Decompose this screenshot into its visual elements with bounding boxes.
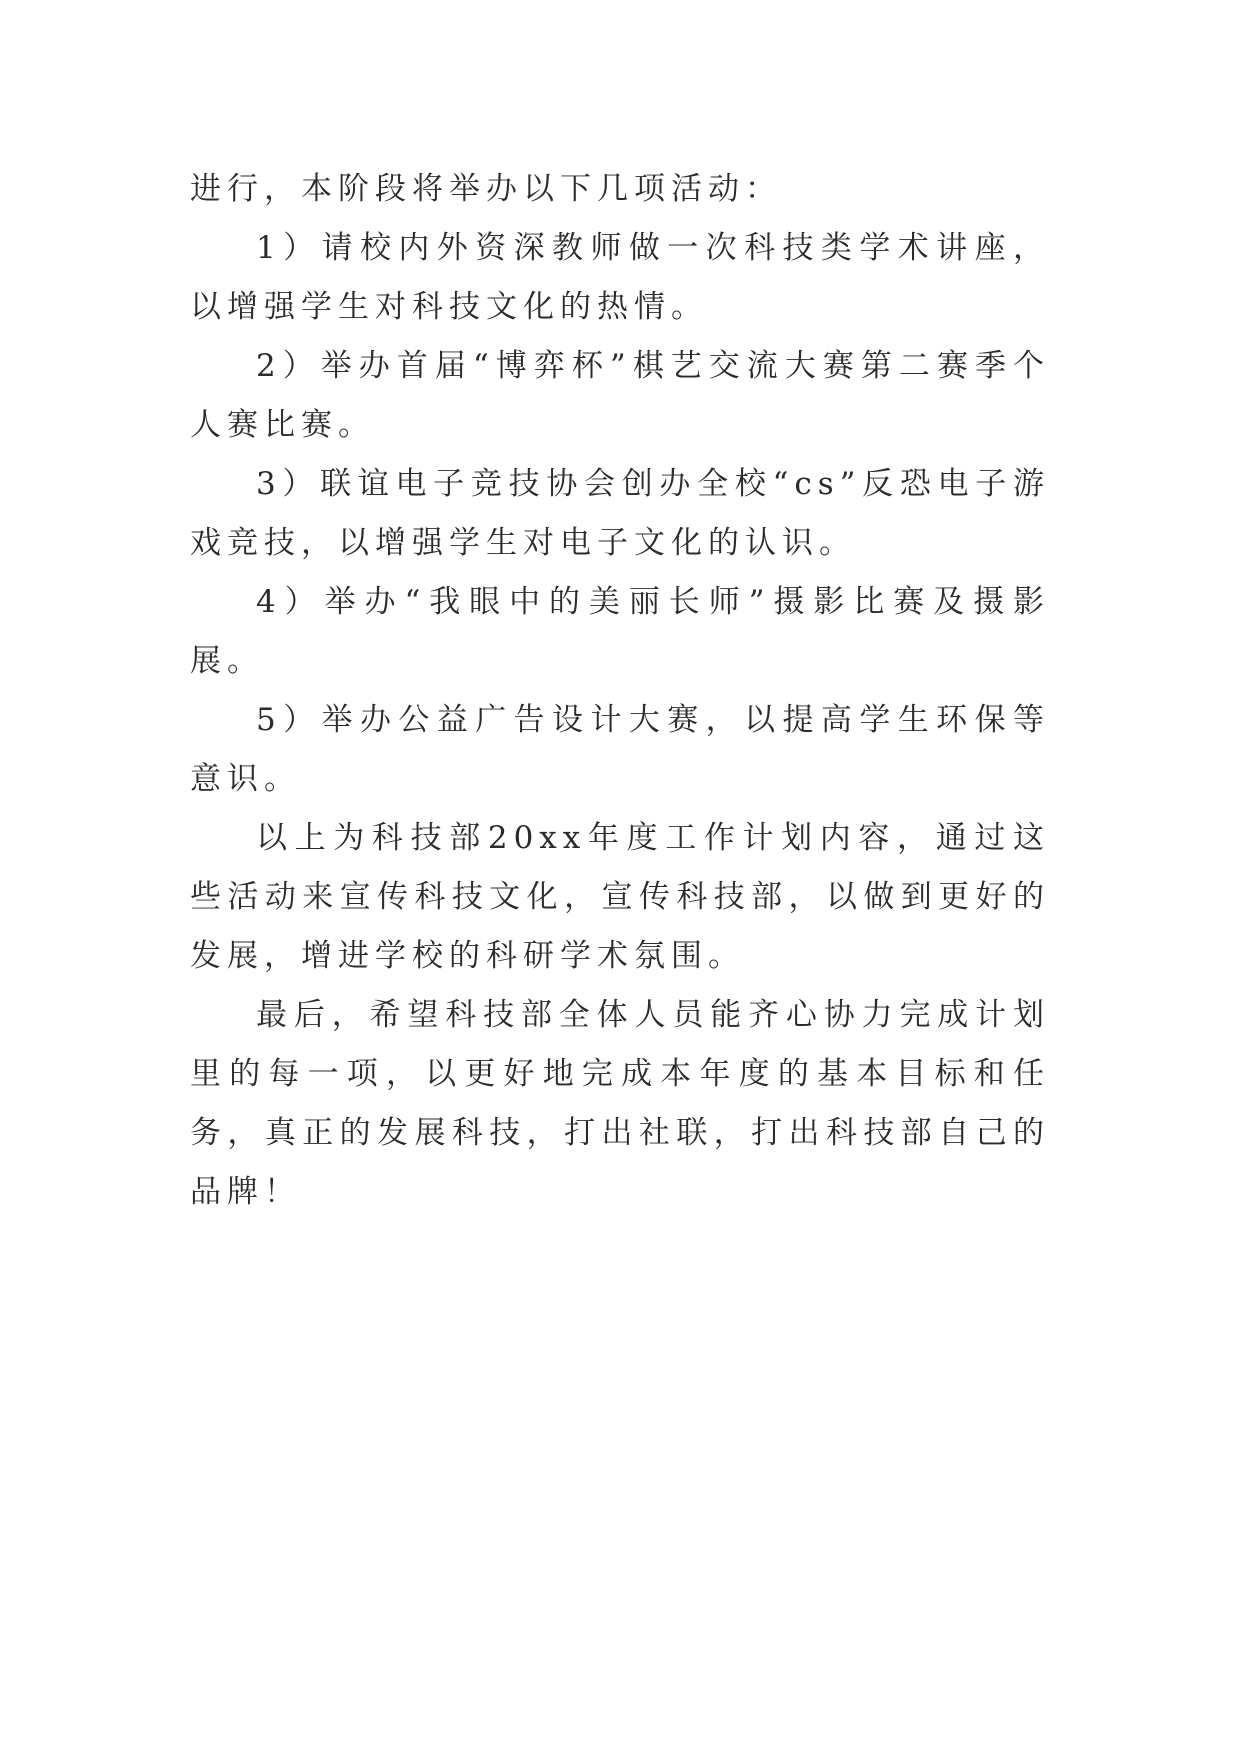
- paragraph-intro-continuation: 进行，本阶段将举办以下几项活动：: [190, 171, 782, 207]
- list-item-2: 2）举办首届“博弈杯”棋艺交流大赛第二赛季个人赛比赛。: [190, 348, 1050, 443]
- paragraph-summary: 以上为科技部20xx年度工作计划内容，通过这些活动来宣传科技文化，宣传科技部，以做到更好的发展，增进学校的科研学术氛围。: [190, 820, 1050, 974]
- list-item-5: 5）举办公益广告设计大赛，以提高学生环保等意识。: [190, 702, 1050, 797]
- document-body: [190, 160, 1050, 1222]
- list-item-4: 4）举办“我眼中的美丽长师”摄影比赛及摄影展。: [190, 584, 1050, 679]
- list-item-3: 3）联谊电子竞技协会创办全校“cs”反恐电子游戏竞技，以增强学生对电子文化的认识。: [190, 466, 1050, 561]
- list-item-1: 1）请校内外资深教师做一次科技类学术讲座，以增强学生对科技文化的热情。: [190, 230, 1050, 325]
- paragraph-closing: 最后，希望科技部全体人员能齐心协力完成计划里的每一项，以更好地完成本年度的基本目标和任务，真正的发展科技，打出社联，打出科技部自己的品牌！: [190, 997, 1050, 1210]
